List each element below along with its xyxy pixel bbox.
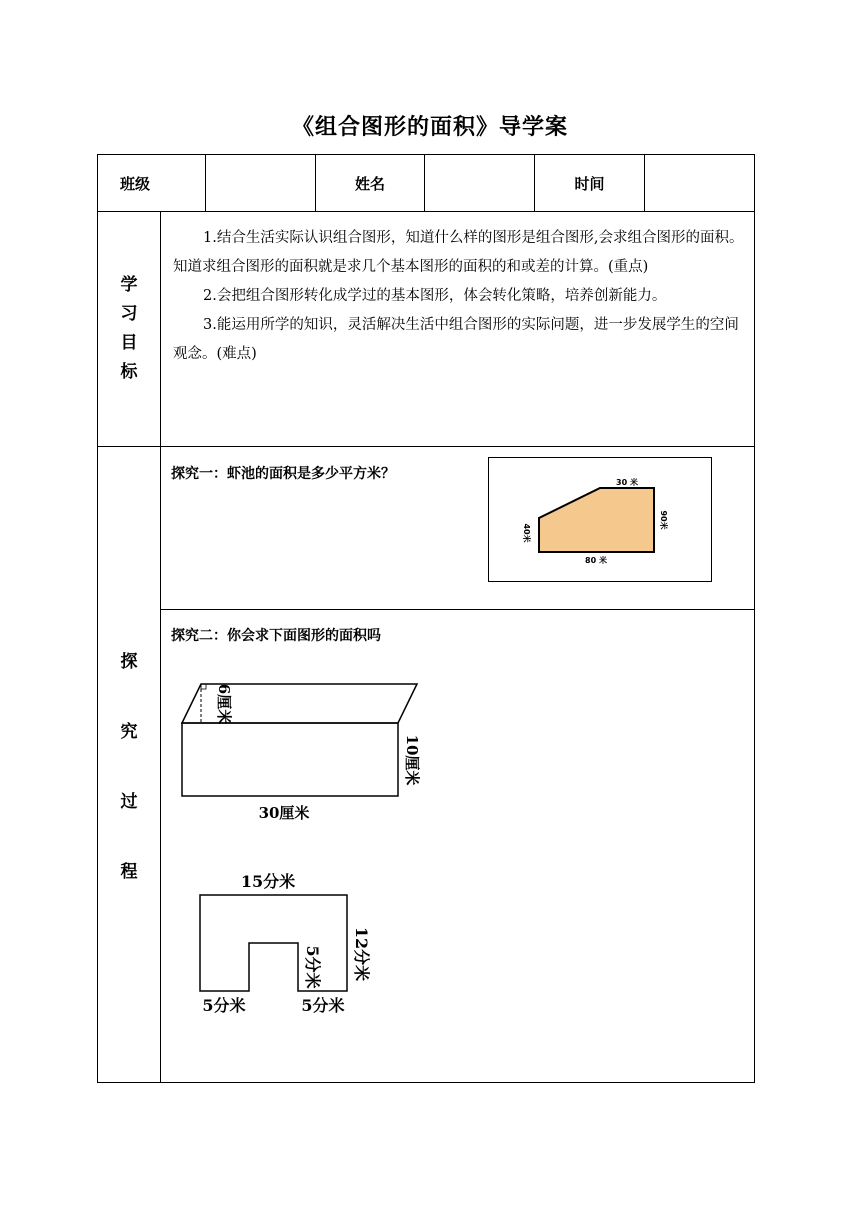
dim-bottom: 80 米: [585, 556, 607, 565]
explore2-row: [98, 610, 755, 1083]
u-shape: [200, 895, 347, 991]
dim-notch-5dm: 5分米: [303, 945, 322, 989]
process-side-label: 探 究 过 程: [98, 447, 161, 1083]
header-row: [98, 155, 755, 212]
dim-left: 40米: [522, 523, 531, 543]
class-field[interactable]: [206, 155, 316, 212]
explore2-cell: [161, 610, 755, 1083]
shrimp-pond-figure: [488, 457, 714, 584]
page-title: 《组合图形的面积》导学案: [291, 114, 568, 140]
dim-30cm: 30厘米: [258, 804, 310, 822]
dim-10cm: 10厘米: [403, 734, 421, 786]
dim-15dm: 15分米: [240, 872, 296, 891]
explore1-cell: [161, 447, 755, 610]
goal-item: 3.能运用所学的知识，灵活解决生活中组合图形的实际问题，进一步发展学生的空间观念。(难点): [173, 317, 739, 362]
dim-right: 90米: [659, 510, 668, 530]
class-label: 班级: [98, 155, 206, 212]
goals-content: [161, 212, 755, 447]
explore1-title: 探究一：虾池的面积是多少平方米？: [171, 466, 395, 482]
dim-top: 30 米: [616, 478, 638, 487]
goals-row: [98, 212, 755, 447]
goal-item: 2.会把组合图形转化成学过的基本图形，体会转化策略，培养创新能力。: [203, 288, 667, 304]
time-field[interactable]: [645, 155, 755, 212]
goal-item: 1.结合生活实际认识组合图形，知道什么样的图形是组合图形,会求组合图形的面积。知道求组合图形的面积就是求几个基本图形的面积的和或差的计算。(重点): [173, 230, 744, 275]
parallelogram-rect-figure: [171, 670, 451, 830]
dim-6cm: 6厘米: [215, 683, 233, 725]
explore2-title: 探究二：你会求下面图形的面积吗: [171, 628, 381, 644]
rectangle-shape: [182, 723, 398, 796]
study-guide-table: [97, 154, 755, 1083]
name-label: 姓名: [316, 155, 425, 212]
time-label: 时间: [535, 155, 645, 212]
u-shape-figure: [191, 865, 411, 1045]
dim-12dm: 12分米: [352, 926, 371, 982]
dim-bottom-right-5dm: 5分米: [301, 996, 345, 1015]
name-field[interactable]: [425, 155, 535, 212]
explore1-row: [98, 447, 755, 610]
goals-side-label: 学 习 目 标: [98, 212, 161, 447]
dim-bottom-left-5dm: 5分米: [202, 996, 246, 1015]
